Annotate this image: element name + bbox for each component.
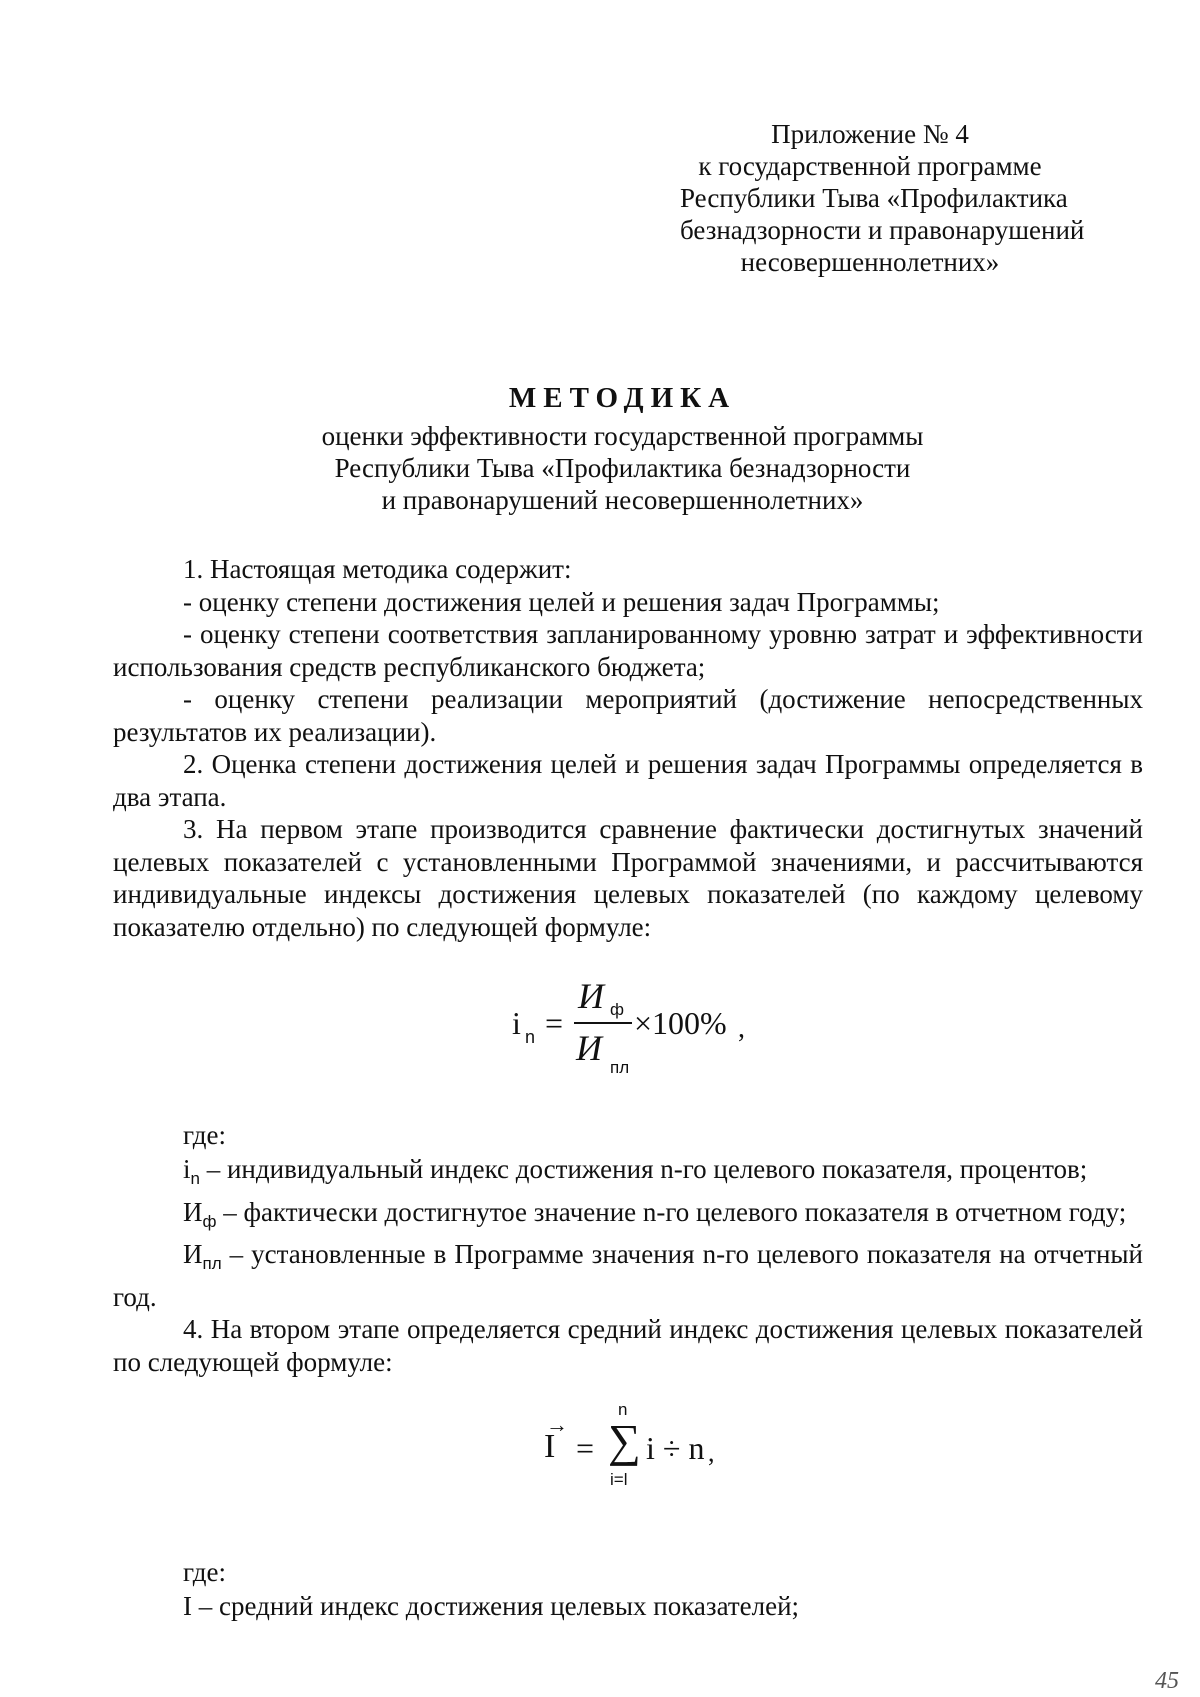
definition-line: I – средний индекс достижения целевых показателей; [183,1591,800,1621]
definition-symbol: И [183,1239,203,1269]
definition-subscript: ф [202,1211,217,1231]
formula-lhs: i [512,1005,521,1041]
vector-arrow: → [546,1412,568,1437]
definition-text: – фактически достигнутое значение n-го целевого показателя в отчетном году; [216,1196,1127,1227]
formula-lhs: I [544,1428,556,1465]
definition-line [113,1196,1143,1239]
document-title: МЕТОДИКА [508,382,737,414]
formula-comma: , [708,1438,715,1467]
definition-text: – индивидуальный индекс достижения n-го целевого показателя, процентов; [199,1154,1088,1184]
sum-sign: ∑ [608,1415,641,1466]
formula-denominator: И [576,1028,602,1068]
definition-text: – установленные в Программе значения n-го целевого показателя на отчетный год. [113,1239,1143,1312]
paragraph: 4. На втором этапе определяется средний индекс достижения целевых показателей по следующей формуле: [113,1314,1143,1377]
formula-equals: = [576,1430,595,1466]
subtitle-line: оценки эффективности государственной программы [321,421,924,451]
appendix-line: к государственной программе [698,151,1042,181]
formula-multiplier: ×100% [634,1005,727,1041]
formula-denominator-subscript: пл [610,1058,630,1077]
paragraph: - оценку степени достижения целей и решения задач Программы; [183,586,940,617]
appendix-line: безнадзорности и правонарушений [680,215,1085,245]
appendix-line: несовершеннолетних» [740,247,1000,277]
definition-line [113,1153,1143,1196]
definition-symbol: И [183,1196,203,1227]
formula-lhs-subscript: n [525,1027,536,1047]
paragraph: - оценку степени реализации мероприятий (достижение непосредственных результатов их реализации). [113,684,1143,747]
formula-comma: , [738,1013,745,1044]
formula-equals: = [545,1005,564,1041]
definition-line [113,1238,1143,1313]
document-body [113,553,1143,943]
paragraph: 3. На первом этапе производится сравнение фактически достигнутых значений целевых показателей с установленными Программой значениями, и рассчитываются индивидуальные индексы достижения целевых показателей (по каждому целевому показателю отдельно) по следующей формуле: [113,814,1143,942]
fraction-bar [574,1022,632,1024]
formula-average-index [540,1400,720,1520]
formula-individual-index [500,975,760,1085]
page-number: 45 [1155,1668,1179,1694]
subtitle-line: и правонарушений несовершеннолетних» [381,485,864,515]
appendix-line: Республики Тыва «Профилактика [680,183,1068,213]
where-label: где: [183,1120,226,1150]
definition-subscript: n [190,1169,200,1188]
formula-numerator-subscript: ф [610,1000,624,1019]
document-subtitle [0,420,1200,516]
definition-symbol: i [183,1154,191,1184]
paragraph: - оценку степени соответствия запланированному уровню затрат и эффективности использования средств республиканского бюджета; [113,619,1143,682]
subtitle-line: Республики Тыва «Профилактика безнадзорности [334,453,911,483]
definitions-block [113,1153,1143,1378]
appendix-line: Приложение № 4 [771,119,969,149]
sum-lower-limit: i=l [610,1470,628,1489]
paragraph: 2. Оценка степени достижения целей и решения задач Программы определяется в два этапа. [113,749,1143,812]
appendix-header [680,118,1085,278]
formula-rhs: i ÷ n [646,1430,705,1466]
where-label: где: [183,1557,226,1587]
formula-numerator: И [578,976,604,1016]
definition-subscript: пл [202,1254,222,1273]
sum-upper-limit: n [618,1400,628,1419]
paragraph: 1. Настоящая методика содержит: [183,554,572,584]
